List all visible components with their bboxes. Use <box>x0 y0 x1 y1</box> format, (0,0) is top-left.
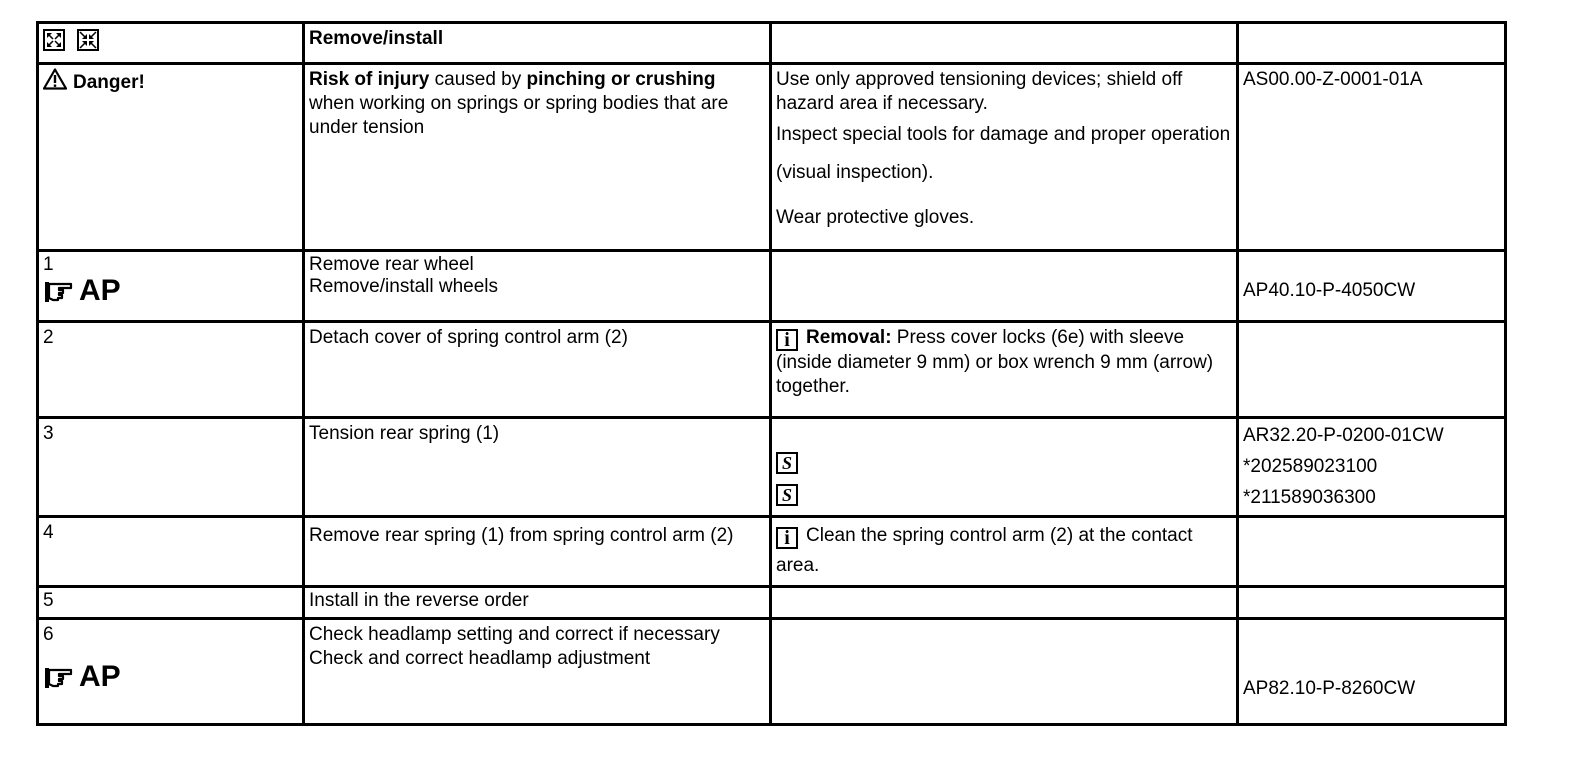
step-subtext[interactable]: Remove/install wheels <box>309 276 499 297</box>
measure-line: Inspect special tools for damage and proper operation (visual inspection). <box>776 124 1231 183</box>
step-row <box>38 587 1506 619</box>
step-ref-cell <box>1238 587 1506 619</box>
header-row <box>38 23 1506 64</box>
step-ref[interactable]: AP40.10-P-4050CW <box>1243 280 1416 301</box>
step-note-cell <box>771 251 1238 322</box>
step-text: Tension rear spring (1) <box>304 418 771 517</box>
step-num-cell <box>38 619 304 725</box>
pointing-hand-icon <box>43 278 73 304</box>
step-row <box>38 418 1506 517</box>
note-bold: Removal: <box>806 327 892 348</box>
step-note-cell <box>771 517 1238 587</box>
step-text: Remove rear wheel <box>309 254 474 275</box>
step-ref-cell <box>1238 517 1506 587</box>
step-text: Install in the reverse order <box>304 587 771 619</box>
note-text: Press cover locks (6e) with sleeve (inside diameter 9 mm) or box wrench 9 mm (arrow) together. <box>776 327 1214 397</box>
step-number: 6 <box>43 624 54 645</box>
step-number: 1 <box>43 254 54 275</box>
danger-ref[interactable]: AS00.00-Z-0001-01A <box>1238 64 1506 251</box>
step-ref-cell <box>1238 251 1506 322</box>
step-number: 5 <box>38 587 304 619</box>
step-text: Check headlamp setting and correct if necessary <box>309 624 720 645</box>
header-empty-4 <box>1238 23 1506 64</box>
step-row <box>38 517 1506 587</box>
tool-number[interactable]: *202589023100 <box>1243 456 1378 477</box>
special-tool-icon[interactable]: S <box>776 484 798 506</box>
step-number: 2 <box>38 322 304 418</box>
measure-line: Use only approved tensioning devices; shield off hazard area if necessary. <box>776 69 1183 114</box>
step-subtext[interactable]: Check and correct headlamp adjustment <box>309 648 651 669</box>
expand-icon[interactable] <box>43 29 65 51</box>
risk-mid: caused by <box>429 69 527 90</box>
step-note-cell <box>771 619 1238 725</box>
warning-triangle-icon <box>43 68 67 97</box>
tool-number[interactable]: *211589036300 <box>1243 487 1376 508</box>
step-tools-cell <box>771 418 1238 517</box>
collapse-icon[interactable] <box>77 29 99 51</box>
risk-bold2: pinching or crushing <box>526 69 716 90</box>
danger-row <box>38 64 1506 251</box>
pointing-hand-icon <box>43 664 73 690</box>
header-icons-cell <box>38 23 304 64</box>
step-text: Remove rear spring (1) from spring control arm (2) <box>304 517 771 587</box>
step-ref-cell <box>1238 418 1506 517</box>
step-text-cell <box>304 619 771 725</box>
risk-tail: when working on springs or spring bodies that are under tension <box>309 93 729 138</box>
step-ref[interactable]: AP82.10-P-8260CW <box>1243 678 1416 699</box>
info-icon: i <box>776 527 798 549</box>
step-number: 3 <box>38 418 304 517</box>
step-ref-cell <box>1238 619 1506 725</box>
step-row <box>38 322 1506 418</box>
step-ref-cell <box>1238 322 1506 418</box>
step-number: 4 <box>38 517 304 587</box>
header-title: Remove/install <box>304 23 771 64</box>
measure-line: Wear protective gloves. <box>776 207 975 228</box>
header-empty-3 <box>771 23 1238 64</box>
step-note-cell <box>771 587 1238 619</box>
step-num-cell <box>38 251 304 322</box>
ap-label: AP <box>79 274 121 307</box>
info-icon: i <box>776 329 798 351</box>
danger-label: Danger! <box>73 71 145 93</box>
step-row <box>38 251 1506 322</box>
step-row <box>38 619 1506 725</box>
danger-risk-cell <box>304 64 771 251</box>
step-text: Detach cover of spring control arm (2) <box>304 322 771 418</box>
special-tool-icon[interactable]: S <box>776 452 798 474</box>
step-ref[interactable]: AR32.20-P-0200-01CW <box>1243 425 1444 446</box>
danger-cell <box>38 64 304 251</box>
procedure-table <box>36 21 1507 726</box>
step-note-cell <box>771 322 1238 418</box>
note-text: Clean the spring control arm (2) at the contact area. <box>776 525 1193 576</box>
step-text-cell <box>304 251 771 322</box>
ap-label: AP <box>79 660 121 693</box>
risk-bold: Risk of injury <box>309 69 430 90</box>
danger-measures-cell <box>771 64 1238 251</box>
